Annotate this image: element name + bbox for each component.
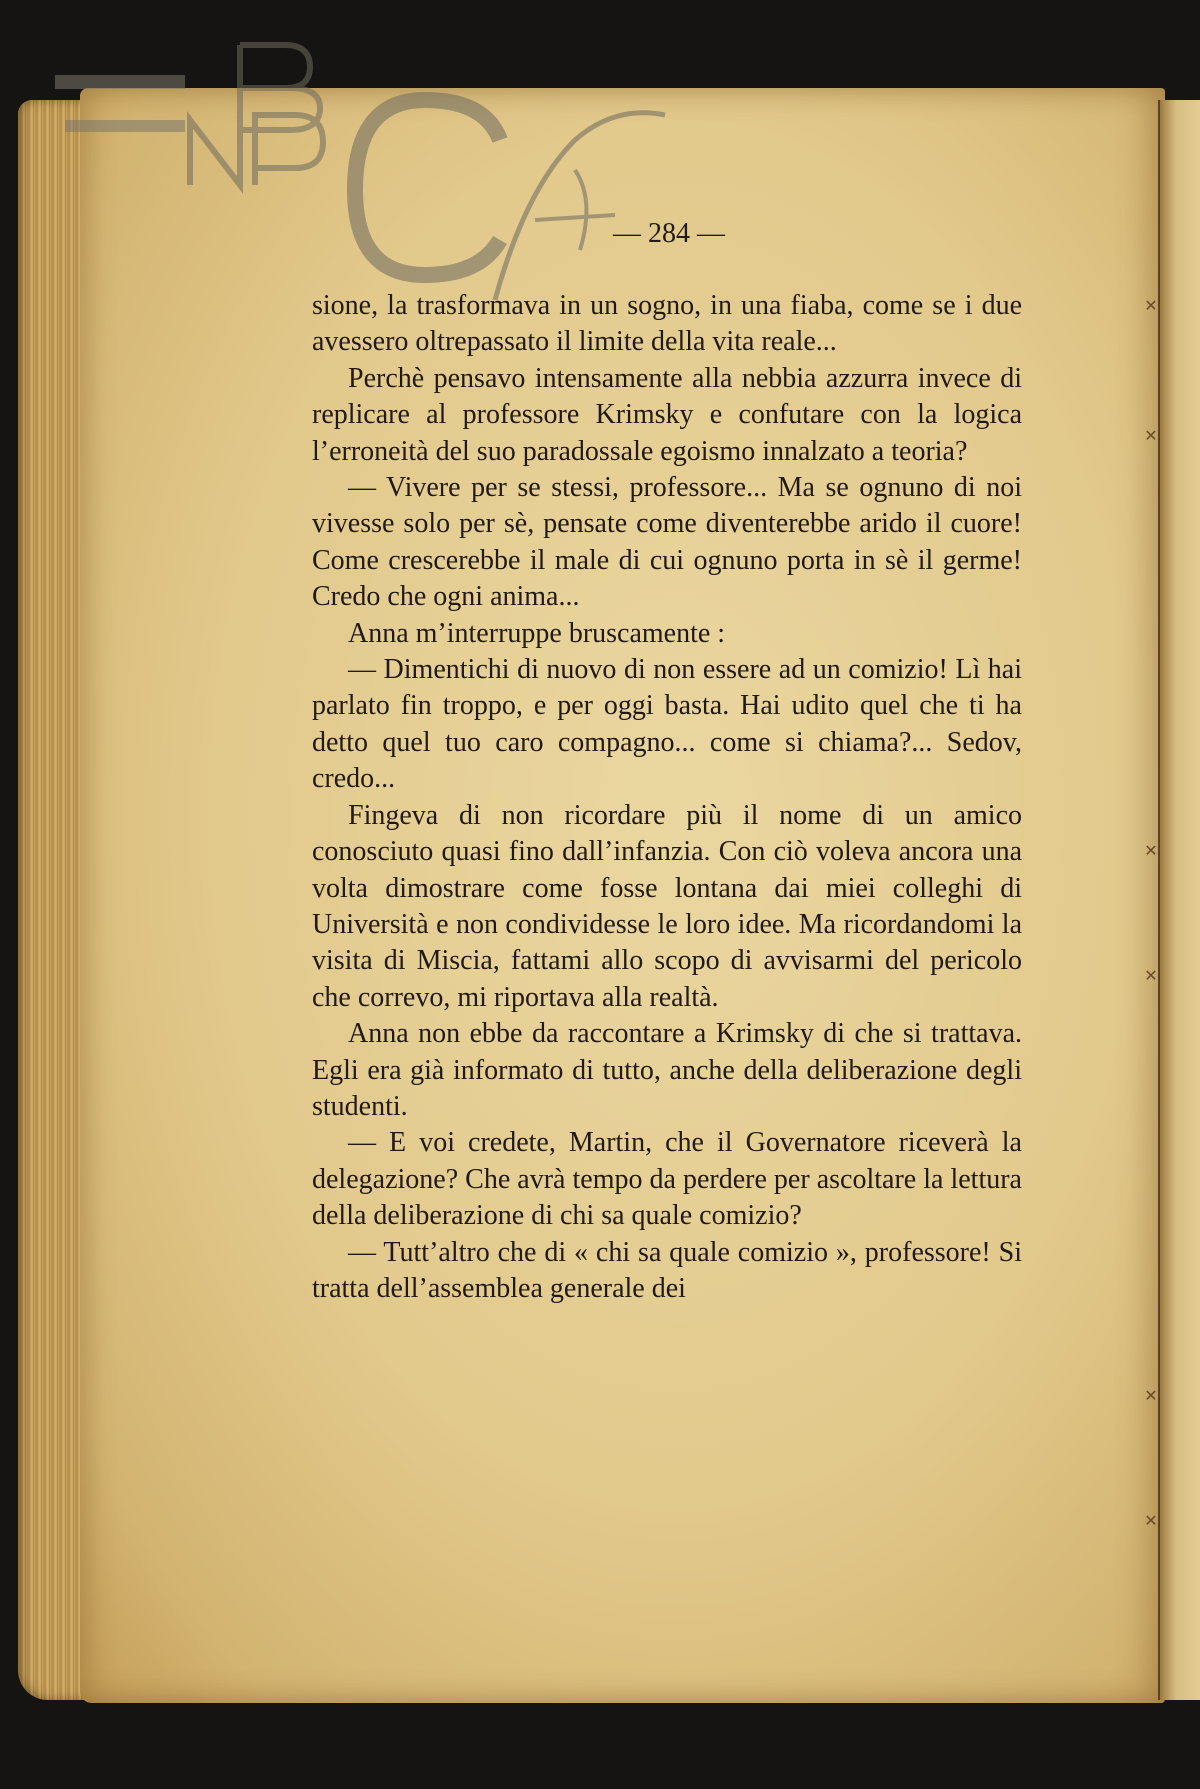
paragraph: Anna non ebbe da raccontare a Krimsky di che si trattava. Egli era già informato di tutto, anche della deliberazione degli studenti. (312, 1018, 1022, 1122)
binding-stitch: ✕ (1144, 968, 1158, 985)
paragraph: Anna m’interruppe bruscamente : (348, 617, 726, 649)
paragraph: — Dimentichi di nuovo di non essere ad un comizio! Lì hai parlato fin troppo, e per oggi basta. Hai udito quel che ti ha detto quel tuo caro compagno... come si chiama?... Sedov, credo... (312, 654, 1022, 795)
binding-stitch: ✕ (1144, 1513, 1158, 1530)
paragraph: sione, la trasformava in un sogno, in una fiaba, come se i due avessero oltrepassato il limite della vita reale... (312, 290, 1022, 358)
page-number: — 284 — (613, 218, 725, 249)
binding-stitch: ✕ (1144, 843, 1158, 860)
paragraph: — E voi credete, Martin, che il Governatore riceverà la delegazione? Che avrà tempo da perdere per ascoltare la lettura della deliberazione di chi sa quale comizio? (312, 1127, 1022, 1232)
body-text (312, 288, 1022, 1307)
paragraph: — Vivere per se stessi, professore... Ma se ognuno di noi vivesse solo per sè, pensate come diventerebbe arido il cuore! Come crescerebbe il male di cui ognuno porta in sè il germe! Credo che ogni anima... (312, 472, 1022, 613)
binding-stitch: ✕ (1144, 428, 1158, 445)
binding-stitch: ✕ (1144, 1388, 1158, 1405)
binding-stitch: ✕ (1144, 298, 1158, 315)
paragraph: — Tutt’altro che di « chi sa quale comizio », professore! Si tratta dell’assemblea generale dei (312, 1236, 1022, 1304)
paragraph: Perchè pensavo intensamente alla nebbia azzurra invece di replicare al professore Krimsky e confutare con la logica l’erroneità del suo paradossale egoismo innalzato a teoria? (312, 362, 1022, 467)
facing-page-edge (1160, 100, 1200, 1700)
paragraph: Fingeva di non ricordare più il nome di un amico conosciuto quasi fino dall’infanzia. Con ciò voleva ancora una volta dimostrare come fosse lontana dai miei colleghi di Università e non condividesse le loro idee. Ma ricordandomi la visita di Miscia, fattami allo scopo di avvisarmi del pericolo che correvo, mi riportava alla realtà. (312, 799, 1022, 1013)
